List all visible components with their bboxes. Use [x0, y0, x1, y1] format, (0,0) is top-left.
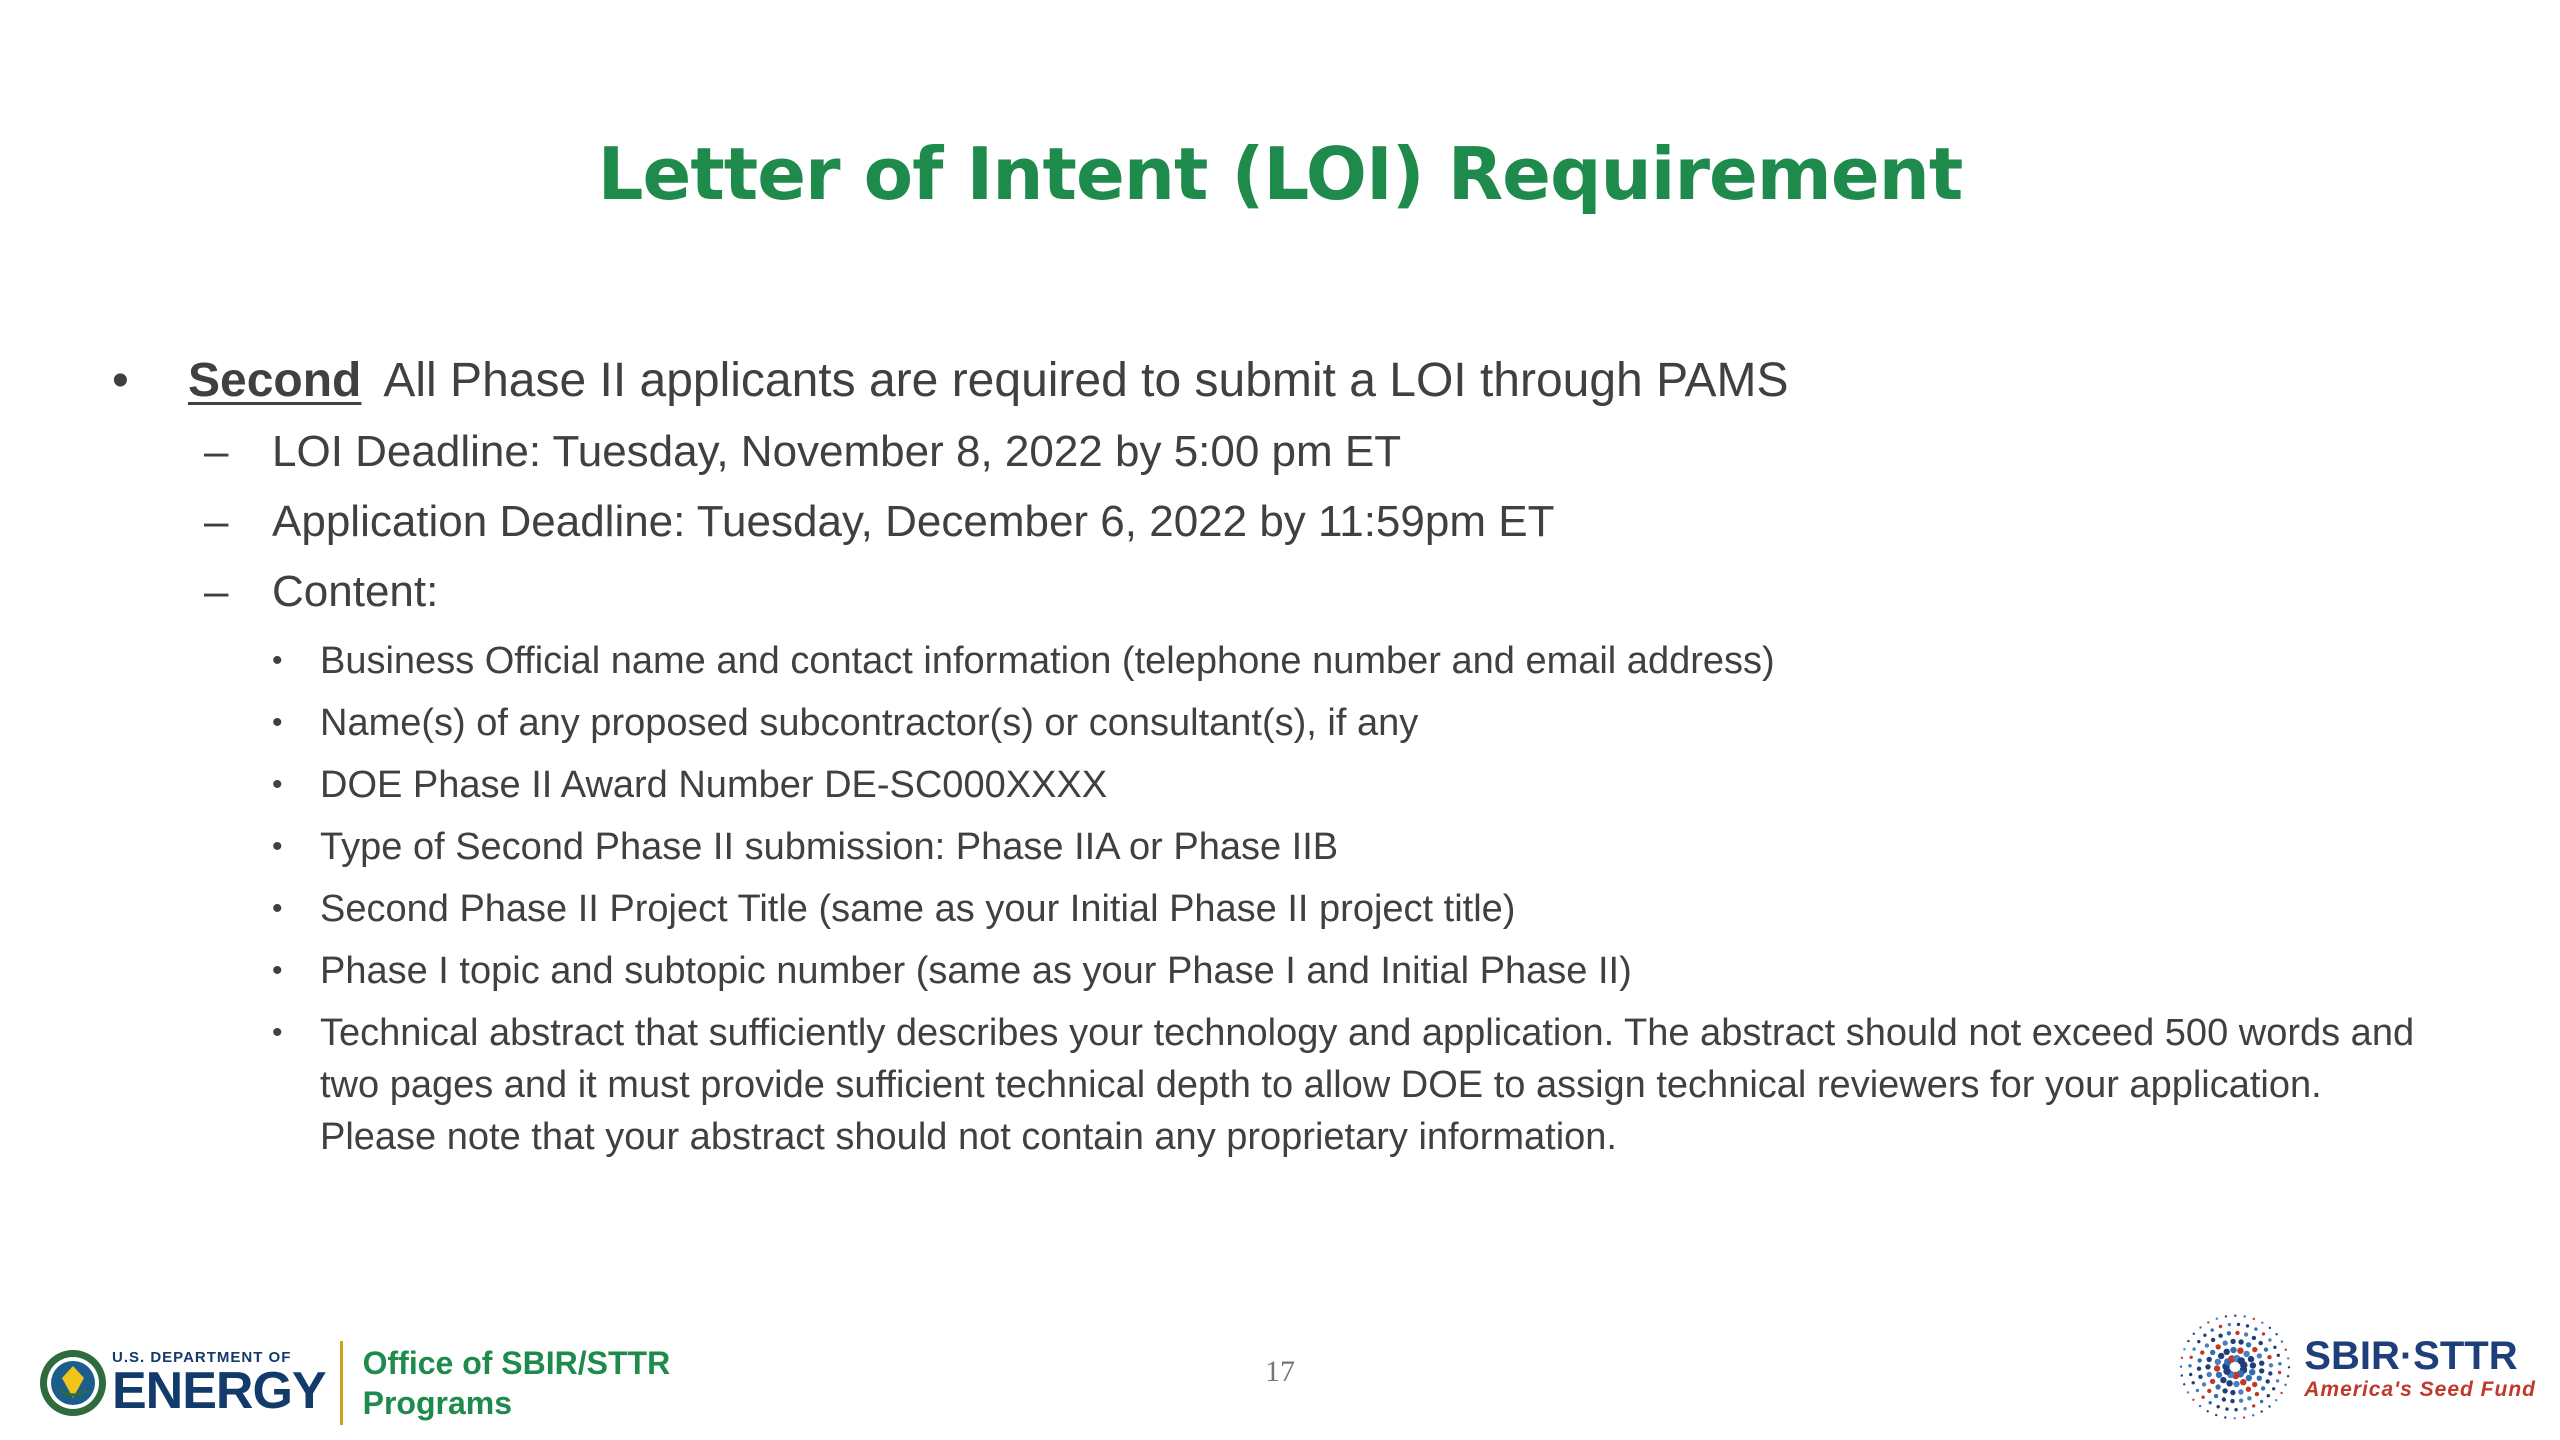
- seed-burst-icon: [2170, 1305, 2300, 1430]
- content-item-text: Phase I topic and subtopic number (same as your Phase I and Initial Phase II): [320, 950, 1632, 992]
- burst-dot: [2207, 1357, 2212, 1362]
- burst-dot: [2268, 1338, 2271, 1341]
- content-item: [112, 945, 2432, 997]
- burst-dot: [2275, 1399, 2277, 1401]
- burst-dot: [2209, 1401, 2212, 1404]
- burst-dot: [2276, 1333, 2278, 1335]
- burst-dot: [2214, 1394, 2218, 1398]
- burst-dot: [2200, 1350, 2204, 1354]
- burst-dot: [2197, 1340, 2200, 1343]
- burst-dot: [2207, 1389, 2211, 1393]
- burst-dot: [2267, 1394, 2270, 1397]
- sub-item-text: LOI Deadline: Tuesday, November 8, 2022 by 5:00 pm ET: [272, 427, 1402, 476]
- burst-dot: [2219, 1334, 2223, 1338]
- burst-dot: [2273, 1346, 2276, 1349]
- sbir-tagline: America's Seed Fund: [2304, 1377, 2536, 1401]
- burst-dot: [2217, 1405, 2220, 1408]
- burst-dot: [2244, 1351, 2250, 1357]
- burst-dot: [2249, 1369, 2255, 1375]
- burst-dot: [2211, 1338, 2215, 1342]
- bullet-marker: •: [272, 892, 283, 925]
- doe-small-text: U.S. DEPARTMENT OF: [112, 1349, 292, 1366]
- burst-dot: [2216, 1344, 2221, 1349]
- burst-dot: [2234, 1315, 2236, 1317]
- burst-dot: [2268, 1355, 2272, 1359]
- burst-dot: [2190, 1356, 2193, 1359]
- burst-dot: [2192, 1399, 2194, 1401]
- burst-dot: [2214, 1365, 2220, 1371]
- burst-dot: [2239, 1399, 2243, 1403]
- burst-dot: [2223, 1340, 2228, 1345]
- burst-dot: [2235, 1408, 2238, 1411]
- content-item: [112, 697, 2432, 749]
- burst-dot: [2244, 1407, 2247, 1410]
- burst-dot: [2281, 1392, 2283, 1394]
- burst-dot: [2264, 1347, 2268, 1351]
- burst-dot: [2224, 1349, 2230, 1355]
- burst-dot: [2244, 1315, 2246, 1317]
- burst-dot: [2202, 1382, 2206, 1386]
- sbir-sttr-text: SBIR·STTR: [2304, 1333, 2518, 1378]
- sub-item-loi-deadline: [112, 417, 2432, 487]
- burst-dot: [2181, 1374, 2183, 1376]
- sub-item-application-deadline: [112, 487, 2432, 557]
- burst-dot: [2257, 1376, 2262, 1381]
- burst-dot: [2277, 1354, 2280, 1357]
- content-item: [112, 759, 2432, 811]
- burst-dot: [2238, 1389, 2243, 1394]
- bullet-marker: •: [112, 354, 129, 407]
- burst-dot: [2220, 1377, 2226, 1383]
- burst-dot: [2215, 1359, 2221, 1365]
- burst-dot: [2240, 1361, 2247, 1368]
- burst-dot: [2255, 1392, 2259, 1396]
- burst-dot: [2285, 1349, 2287, 1351]
- content-item: [112, 821, 2432, 873]
- burst-dot: [2246, 1324, 2249, 1327]
- burst-dot: [2218, 1353, 2224, 1359]
- bullet-marker: •: [272, 768, 283, 801]
- burst-dot: [2261, 1410, 2263, 1412]
- burst-dot: [2231, 1399, 2235, 1403]
- burst-dot: [2246, 1375, 2252, 1381]
- burst-dot: [2228, 1323, 2231, 1326]
- burst-dot: [2246, 1387, 2251, 1392]
- burst-dot: [2199, 1375, 2203, 1379]
- dash-marker: –: [204, 427, 229, 476]
- burst-dot: [2252, 1404, 2255, 1407]
- bullet-marker: •: [272, 706, 283, 739]
- main-bullet-text: All Phase II applicants are required to submit a LOI through PAMS: [383, 354, 1789, 407]
- burst-dot: [2180, 1366, 2182, 1368]
- office-label: [363, 1343, 671, 1423]
- content-item-text: Technical abstract that sufficiently describes your technology and application. The abstract should not exceed 500 words and two pages and it must provide sufficient technical depth to allow DOE to assign technical reviewers for your application. Please note that your abstract should not contain any proprietary information.: [320, 1012, 2415, 1158]
- burst-dot: [2247, 1396, 2251, 1400]
- content-item-text: DOE Phase II Award Number DE-SC000XXXX: [320, 764, 1108, 806]
- burst-dot: [2189, 1373, 2192, 1376]
- dash-marker: –: [204, 497, 229, 546]
- burst-dot: [2189, 1364, 2192, 1367]
- burst-dot: [2183, 1348, 2185, 1350]
- page-number: 17: [1265, 1355, 1295, 1388]
- burst-dot: [2240, 1379, 2246, 1385]
- burst-dot: [2261, 1386, 2265, 1390]
- burst-dot: [2226, 1407, 2229, 1410]
- burst-dot: [2207, 1321, 2209, 1323]
- doe-wordmark: [112, 1349, 326, 1420]
- burst-dot: [2203, 1334, 2206, 1337]
- burst-dot: [2254, 1327, 2257, 1330]
- burst-dot: [2219, 1325, 2222, 1328]
- content-item: [112, 1007, 2432, 1163]
- bullet-marker: •: [272, 830, 283, 863]
- burst-dot: [2252, 1382, 2257, 1387]
- burst-dot: [2197, 1367, 2201, 1371]
- burst-dot: [2230, 1390, 2235, 1395]
- burst-dot: [2215, 1414, 2217, 1416]
- burst-dot: [2269, 1405, 2271, 1407]
- burst-dot: [2224, 1416, 2226, 1418]
- sbir-wordmark: [2304, 1334, 2536, 1402]
- content-item: [112, 635, 2432, 687]
- burst-dot: [2196, 1389, 2199, 1392]
- burst-dot: [2269, 1363, 2273, 1367]
- sub-item-text: Application Deadline: Tuesday, December 6, 2022 by 11:59pm ET: [272, 497, 1555, 546]
- burst-dot: [2199, 1405, 2201, 1407]
- burst-dot: [2193, 1347, 2196, 1350]
- burst-dot: [2259, 1368, 2264, 1373]
- burst-dot: [2269, 1327, 2271, 1329]
- burst-dot: [2243, 1416, 2245, 1418]
- content-item-text: Type of Second Phase II submission: Phase IIA or Phase IIB: [320, 826, 1339, 868]
- burst-dot: [2227, 1380, 2233, 1386]
- burst-dot: [2246, 1342, 2251, 1347]
- doe-seal-icon: [38, 1348, 108, 1418]
- content-item-text: Second Phase II Project Title (same as your Initial Phase II project title): [320, 888, 1516, 930]
- office-line-2: Programs: [362, 1385, 512, 1421]
- burst-dot: [2187, 1340, 2189, 1342]
- sub-item-content: [112, 557, 2432, 627]
- burst-dot: [2181, 1357, 2183, 1359]
- content-item-text: Name(s) of any proposed subcontractor(s) or consultant(s), if any: [320, 702, 1419, 744]
- burst-dot: [2252, 1336, 2256, 1340]
- burst-dot: [2193, 1333, 2195, 1335]
- dash-marker: –: [204, 567, 229, 616]
- burst-dot: [2237, 1348, 2243, 1354]
- bullet-marker: •: [272, 954, 283, 987]
- burst-dot: [2183, 1383, 2185, 1385]
- bullet-marker: •: [272, 1016, 283, 1049]
- burst-dot: [2237, 1323, 2240, 1326]
- footer-divider: [340, 1341, 343, 1425]
- burst-dot: [2222, 1397, 2226, 1401]
- burst-dot: [2285, 1384, 2287, 1386]
- main-bullet: [112, 345, 2432, 417]
- burst-dot: [2272, 1387, 2275, 1390]
- burst-dot: [2257, 1353, 2262, 1358]
- doe-big-text: ENERGY: [112, 1362, 326, 1420]
- burst-dot: [2211, 1328, 2214, 1331]
- burst-dot: [2261, 1322, 2263, 1324]
- burst-dot: [2216, 1372, 2222, 1378]
- burst-dot: [2276, 1379, 2279, 1382]
- burst-dot: [2202, 1396, 2205, 1399]
- burst-dot: [2252, 1414, 2254, 1416]
- burst-dot: [2187, 1391, 2189, 1393]
- burst-dot: [2260, 1400, 2263, 1403]
- burst-dot: [2268, 1371, 2272, 1375]
- burst-dot: [2200, 1326, 2202, 1328]
- burst-dot: [2223, 1388, 2228, 1393]
- burst-dot: [2192, 1381, 2195, 1384]
- burst-dot: [2198, 1358, 2202, 1362]
- burst-dot: [2216, 1384, 2221, 1389]
- burst-dot: [2266, 1379, 2270, 1383]
- burst-dot: [2281, 1340, 2283, 1342]
- burst-dot: [2288, 1366, 2290, 1368]
- burst-dot: [2205, 1343, 2209, 1347]
- burst-dot: [2236, 1331, 2240, 1335]
- burst-dot: [2248, 1356, 2254, 1362]
- sbir-sttr-logo: [2170, 1305, 2536, 1430]
- burst-dot: [2234, 1417, 2236, 1419]
- slide-content: [112, 345, 2432, 1163]
- burst-dot: [2207, 1372, 2212, 1377]
- bullet-marker: •: [272, 644, 283, 677]
- burst-dot: [2287, 1357, 2289, 1359]
- burst-dot: [2252, 1347, 2257, 1352]
- burst-dot: [2206, 1364, 2211, 1369]
- burst-dot: [2287, 1375, 2289, 1377]
- burst-dot: [2259, 1361, 2264, 1366]
- burst-dot: [2231, 1347, 2237, 1353]
- content-item: [112, 883, 2432, 935]
- doe-footer-logo: [38, 1338, 670, 1428]
- burst-dot: [2278, 1362, 2281, 1365]
- burst-dot: [2278, 1371, 2281, 1374]
- burst-dot: [2234, 1381, 2240, 1387]
- office-line-1: Office of SBIR/STTR: [362, 1345, 671, 1381]
- burst-dot: [2253, 1318, 2255, 1320]
- burst-dot: [2244, 1332, 2248, 1336]
- burst-dot: [2239, 1339, 2244, 1344]
- content-item-text: Business Official name and contact information (telephone number and email address): [320, 640, 1775, 682]
- burst-dot: [2259, 1341, 2263, 1345]
- slide-title: Letter of Intent (LOI) Requirement: [597, 132, 1963, 216]
- burst-dot: [2231, 1339, 2236, 1344]
- burst-dot: [2210, 1350, 2215, 1355]
- burst-dot: [2262, 1332, 2265, 1335]
- burst-dot: [2210, 1379, 2215, 1384]
- burst-dot: [2207, 1410, 2209, 1412]
- burst-dot: [2250, 1362, 2256, 1368]
- burst-dot: [2216, 1318, 2218, 1320]
- burst-dot: [2227, 1331, 2231, 1335]
- burst-dot: [2225, 1315, 2227, 1317]
- main-bullet-lead: Second: [188, 354, 362, 407]
- sub-item-text: Content:: [272, 567, 439, 616]
